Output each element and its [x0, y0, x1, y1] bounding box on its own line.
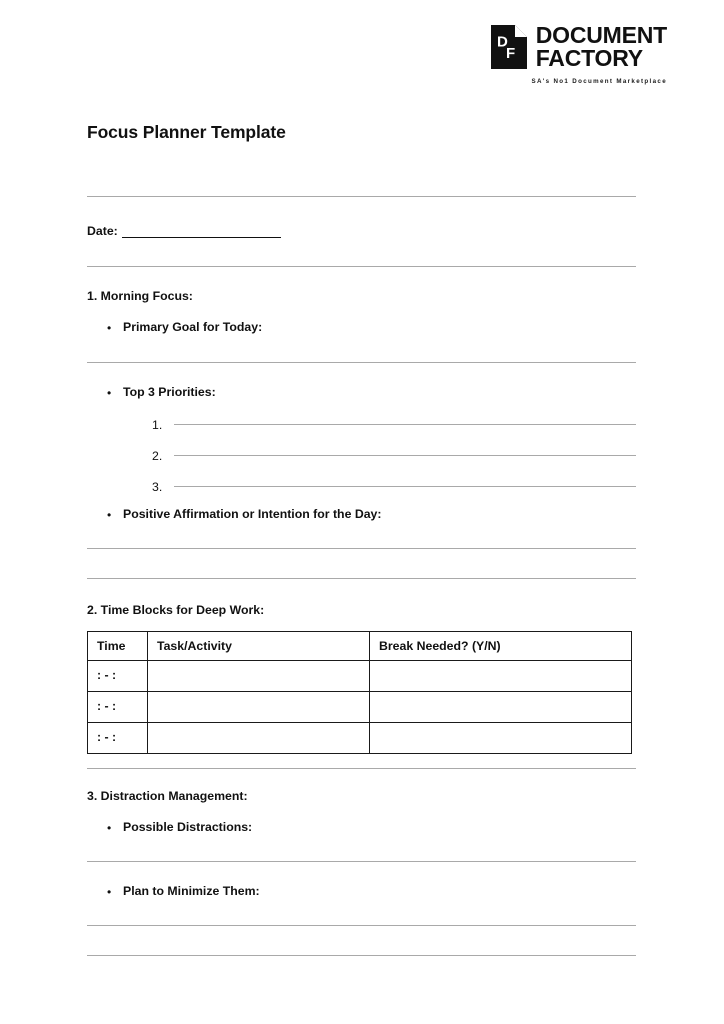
logo-tagline: SA's No1 Document Marketplace: [531, 77, 667, 85]
section-heading-time-blocks: 2. Time Blocks for Deep Work:: [87, 602, 265, 617]
logo-row: [491, 24, 667, 71]
bullet-icon: •: [107, 885, 112, 900]
svg-text:D: D: [496, 33, 508, 51]
priority-number: 1.: [152, 417, 163, 432]
table-row: [88, 722, 632, 753]
cell-task[interactable]: [148, 722, 370, 753]
column-header-break: Break Needed? (Y/N): [370, 631, 632, 660]
logo-wordmark: [536, 24, 667, 71]
cell-break[interactable]: [370, 660, 632, 691]
page-title: Focus Planner Template: [87, 122, 286, 142]
cell-task[interactable]: [148, 691, 370, 722]
section-heading-morning-focus: 1. Morning Focus:: [87, 289, 193, 303]
document-page-icon: [491, 25, 527, 69]
cell-time[interactable]: : - :: [88, 691, 148, 722]
bullet-affirmation: [87, 507, 636, 524]
table-header-row: [88, 631, 632, 660]
priority-row-1: [87, 409, 636, 440]
affirmation-label: Positive Affirmation or Intention for the Day:: [123, 507, 382, 522]
possible-distractions-label: Possible Distractions:: [123, 819, 253, 834]
divider-plan-2: [87, 955, 636, 956]
date-input[interactable]: [122, 226, 281, 238]
table-row: [88, 691, 632, 722]
top-priorities-label: Top 3 Priorities:: [123, 384, 216, 399]
priority-row-2: [87, 440, 636, 471]
cell-break[interactable]: [370, 691, 632, 722]
primary-goal-label: Primary Goal for Today:: [123, 320, 263, 334]
plan-minimize-label: Plan to Minimize Them:: [123, 884, 260, 899]
bullet-icon: •: [107, 321, 112, 335]
cell-break[interactable]: [370, 722, 632, 753]
priority-number: 3.: [152, 479, 163, 494]
column-header-task: Task/Activity: [148, 631, 370, 660]
bullet-icon: •: [107, 508, 112, 523]
section-heading-distraction: 3. Distraction Management:: [87, 788, 248, 803]
bullet-icon: •: [107, 820, 112, 835]
cell-time[interactable]: : - :: [88, 660, 148, 691]
priority-row-3: [87, 471, 636, 502]
bullet-possible-distractions: [87, 820, 636, 837]
date-field-row: [87, 224, 636, 238]
priority-input-2[interactable]: [174, 455, 636, 456]
priority-number: 2.: [152, 448, 163, 463]
logo-wordmark-line1: DOCUMENT: [535, 22, 667, 48]
date-label: Date:: [87, 224, 118, 238]
logo-wordmark-line2: FACTORY: [535, 45, 643, 72]
bullet-icon: •: [107, 385, 112, 400]
svg-text:F: F: [505, 45, 515, 63]
column-header-time: Time: [88, 631, 148, 660]
bullet-top-priorities: [87, 385, 636, 402]
document-body: [87, 122, 636, 956]
time-blocks-table: [87, 631, 632, 754]
cell-time[interactable]: : - :: [88, 722, 148, 753]
bullet-primary-goal: [87, 320, 636, 337]
priority-input-3[interactable]: [174, 486, 636, 487]
brand-logo: [491, 24, 667, 85]
bullet-plan-minimize: [87, 884, 636, 901]
priority-input-1[interactable]: [174, 424, 636, 425]
cell-task[interactable]: [148, 660, 370, 691]
table-row: [88, 660, 632, 691]
